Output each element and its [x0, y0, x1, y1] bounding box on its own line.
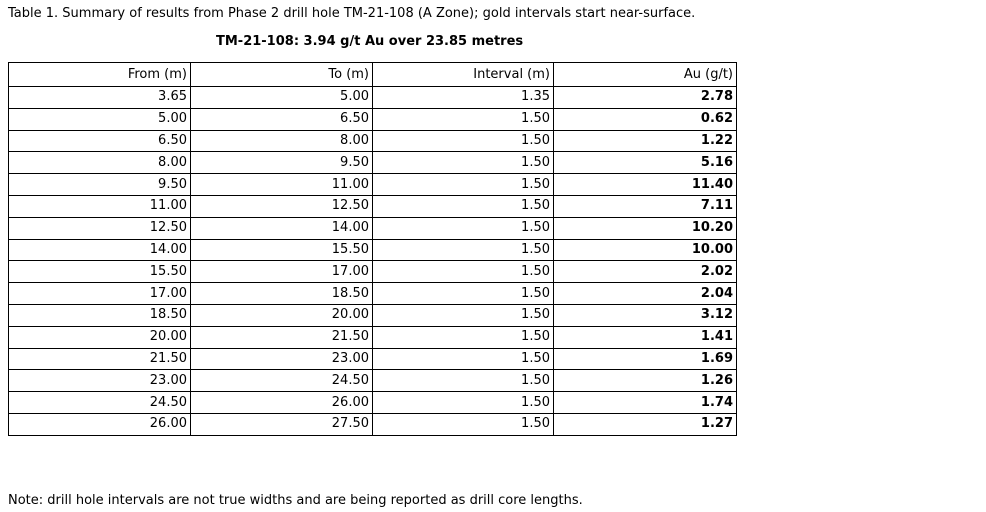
cell-to: 23.00 [191, 348, 373, 370]
cell-au: 1.74 [554, 392, 737, 414]
table-row [9, 304, 737, 326]
cell-to: 17.00 [191, 261, 373, 283]
table-row [9, 130, 737, 152]
table-row [9, 392, 737, 414]
cell-interval: 1.50 [373, 130, 554, 152]
cell-to: 18.50 [191, 283, 373, 305]
table-caption: Table 1. Summary of results from Phase 2 drill hole TM-21-108 (A Zone); gold intervals start near-surface. [8, 6, 696, 21]
table-row [9, 283, 737, 305]
cell-au: 1.69 [554, 348, 737, 370]
cell-interval: 1.50 [373, 152, 554, 174]
cell-au: 7.11 [554, 195, 737, 217]
table-subtitle: TM-21-108: 3.94 g/t Au over 23.85 metres [216, 34, 524, 49]
header-row [9, 63, 737, 87]
table-row [9, 261, 737, 283]
cell-to: 15.50 [191, 239, 373, 261]
cell-au: 10.00 [554, 239, 737, 261]
cell-to: 12.50 [191, 195, 373, 217]
header-from: From (m) [9, 63, 191, 87]
cell-au: 3.12 [554, 304, 737, 326]
cell-from: 11.00 [9, 195, 191, 217]
header-au: Au (g/t) [554, 63, 737, 87]
cell-au: 1.26 [554, 370, 737, 392]
cell-from: 12.50 [9, 217, 191, 239]
table-row [9, 239, 737, 261]
cell-interval: 1.50 [373, 108, 554, 130]
cell-interval: 1.50 [373, 348, 554, 370]
cell-interval: 1.50 [373, 261, 554, 283]
cell-from: 14.00 [9, 239, 191, 261]
cell-from: 21.50 [9, 348, 191, 370]
footnote: Note: drill hole intervals are not true widths and are being reported as drill core lengths. [8, 493, 583, 508]
cell-interval: 1.50 [373, 283, 554, 305]
cell-interval: 1.50 [373, 326, 554, 348]
cell-interval: 1.50 [373, 413, 554, 435]
cell-au: 0.62 [554, 108, 737, 130]
cell-interval: 1.50 [373, 239, 554, 261]
cell-from: 17.00 [9, 283, 191, 305]
cell-from: 23.00 [9, 370, 191, 392]
table-row [9, 195, 737, 217]
cell-to: 9.50 [191, 152, 373, 174]
cell-to: 5.00 [191, 87, 373, 109]
cell-to: 20.00 [191, 304, 373, 326]
cell-to: 27.50 [191, 413, 373, 435]
cell-from: 8.00 [9, 152, 191, 174]
table-row [9, 348, 737, 370]
cell-from: 3.65 [9, 87, 191, 109]
results-table [8, 62, 737, 436]
cell-to: 21.50 [191, 326, 373, 348]
cell-interval: 1.50 [373, 195, 554, 217]
cell-interval: 1.50 [373, 392, 554, 414]
cell-interval: 1.50 [373, 370, 554, 392]
cell-au: 10.20 [554, 217, 737, 239]
table-row [9, 87, 737, 109]
cell-from: 9.50 [9, 174, 191, 196]
cell-to: 8.00 [191, 130, 373, 152]
cell-from: 5.00 [9, 108, 191, 130]
cell-from: 26.00 [9, 413, 191, 435]
cell-to: 24.50 [191, 370, 373, 392]
header-to: To (m) [191, 63, 373, 87]
cell-from: 6.50 [9, 130, 191, 152]
cell-interval: 1.50 [373, 217, 554, 239]
cell-au: 2.78 [554, 87, 737, 109]
cell-au: 1.41 [554, 326, 737, 348]
cell-au: 1.27 [554, 413, 737, 435]
cell-au: 5.16 [554, 152, 737, 174]
cell-to: 14.00 [191, 217, 373, 239]
cell-interval: 1.50 [373, 304, 554, 326]
table-row [9, 108, 737, 130]
cell-to: 11.00 [191, 174, 373, 196]
table-row [9, 326, 737, 348]
cell-au: 11.40 [554, 174, 737, 196]
table-row [9, 217, 737, 239]
table-row [9, 174, 737, 196]
cell-from: 24.50 [9, 392, 191, 414]
table-row [9, 152, 737, 174]
cell-from: 18.50 [9, 304, 191, 326]
cell-to: 6.50 [191, 108, 373, 130]
cell-from: 20.00 [9, 326, 191, 348]
cell-interval: 1.50 [373, 174, 554, 196]
table-row [9, 413, 737, 435]
cell-from: 15.50 [9, 261, 191, 283]
results-body [9, 87, 737, 436]
cell-au: 2.02 [554, 261, 737, 283]
table-row [9, 370, 737, 392]
cell-au: 1.22 [554, 130, 737, 152]
cell-au: 2.04 [554, 283, 737, 305]
cell-interval: 1.35 [373, 87, 554, 109]
header-interval: Interval (m) [373, 63, 554, 87]
cell-to: 26.00 [191, 392, 373, 414]
